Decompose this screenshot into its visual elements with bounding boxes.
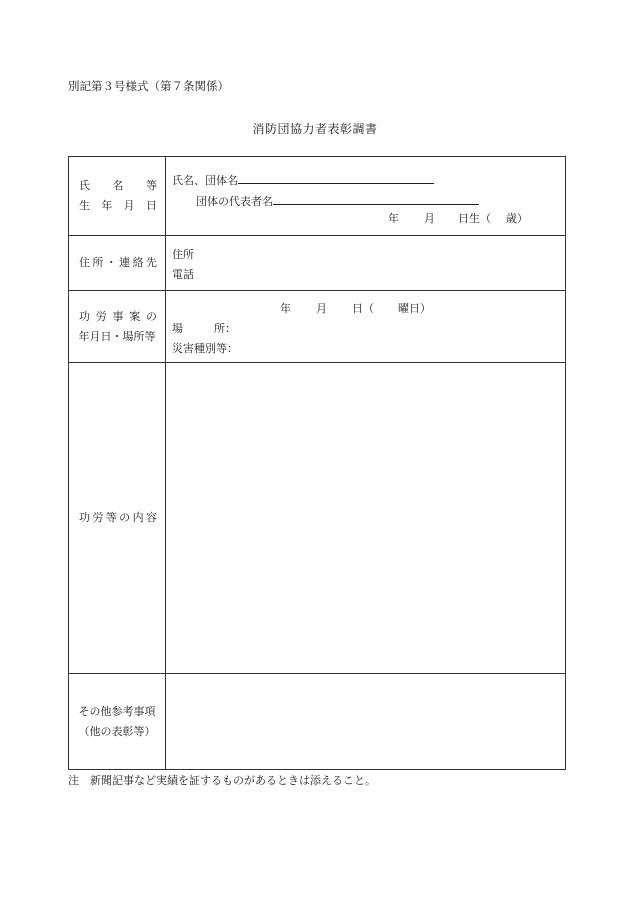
age-label: 歳） [506,212,528,225]
incident-date-place-cell [166,291,566,363]
representative-input-line[interactable] [273,191,479,205]
row-name-birthdate [69,157,566,236]
name-label: 氏名、団体名 [172,174,238,187]
footnote: 注 新聞記事など実績を証するものがあるときは添えること。 [68,774,376,787]
place-label-b: 所： [214,322,236,335]
label-merit-details: 功 労 等 の 内 容 [69,363,166,674]
row-address-contact [69,236,566,291]
representative-label: 団体の代表者名 [196,195,273,208]
label-incident-date-place: 功 労 事 案 の 年月日・場所等 [69,291,166,363]
address-label: 住所 [172,248,194,261]
name-birthdate-cell [166,157,566,236]
label-address-contact: 住 所 ・ 連 絡 先 [69,236,166,291]
disaster-type-label: 災害種別等： [172,342,238,355]
incident-weekday-label: 曜日） [398,302,431,315]
label-name-line: 氏 名 等 [79,179,157,192]
label-birthdate-line: 生 年 月 日 [79,199,157,212]
incident-month-label: 月 [316,302,327,315]
other-notes-input[interactable] [166,674,566,770]
representative-field-row [196,191,479,209]
incident-day-label: 日（ [352,302,374,315]
form-reference: 別記第３号様式（第７条関係） [68,79,229,93]
row-merit-details [69,363,566,674]
phone-label: 電話 [172,268,194,281]
birth-month-label: 月 [424,212,435,225]
row-incident-date-place [69,291,566,363]
label-name-birthdate [69,157,166,236]
birth-year-label: 年 [388,212,399,225]
incident-year-label: 年 [280,302,291,315]
birth-day-label: 日生（ [458,212,491,225]
name-field-row [172,170,434,188]
commendation-form-table [68,156,566,770]
place-label-a: 場 [172,322,183,335]
row-other-notes [69,674,566,770]
label-other-notes: その他参考事項 （他の表彰等） [69,674,166,770]
merit-details-input[interactable] [166,363,566,674]
address-contact-cell [166,236,566,291]
name-input-line[interactable] [238,170,434,184]
document-title: 消防団協力者表彰調書 [252,122,378,136]
